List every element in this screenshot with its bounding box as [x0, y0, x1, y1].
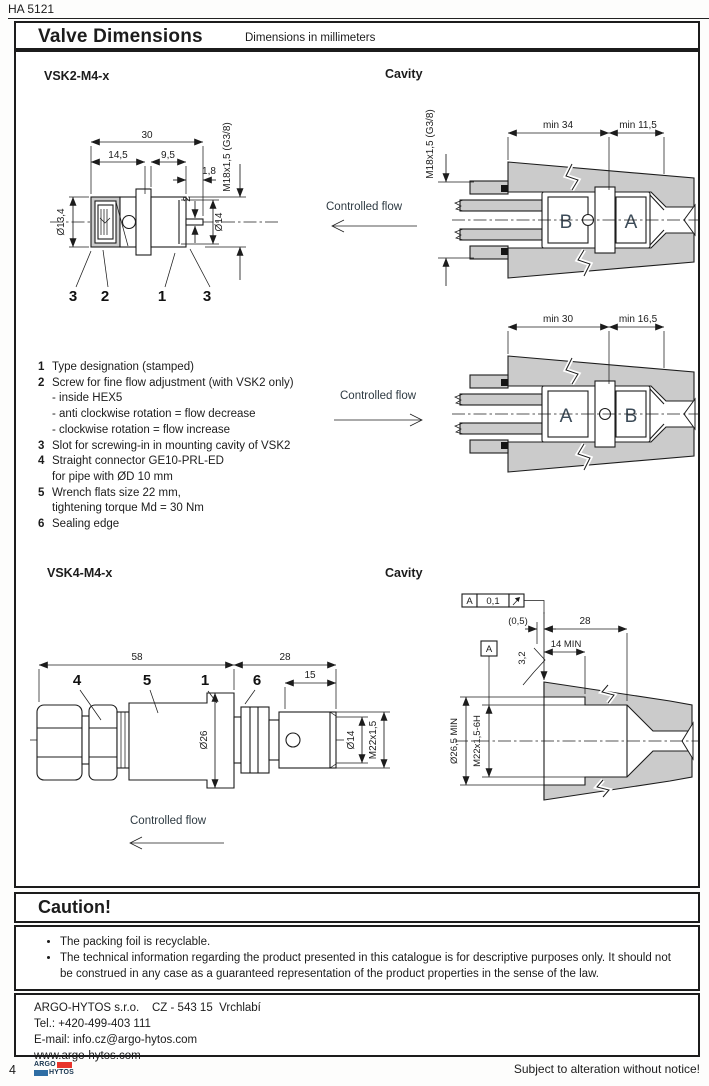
dim-pin-dia: 2	[182, 196, 193, 202]
sealing-edge-bottom	[501, 442, 508, 449]
callout-4: 4	[72, 672, 82, 689]
legend-line: - clockwise rotation = flow increase	[52, 423, 231, 436]
controlled-flow-left	[130, 815, 224, 849]
vsk2-drawing	[32, 102, 317, 312]
port-wall-bottom	[460, 229, 542, 240]
cavity1-label: Cavity	[385, 67, 423, 81]
legend-num: 3	[38, 439, 45, 452]
port-wall-bottom	[460, 423, 542, 434]
argo-hytos-logo	[34, 1061, 74, 1077]
caution-panel	[14, 925, 700, 991]
port-b: B	[624, 406, 638, 427]
dim-thread: M18x1,5 (G3/8)	[222, 122, 233, 192]
header-divider	[8, 18, 709, 19]
callout-1: 1	[157, 288, 167, 305]
legend-line: Type designation (stamped)	[52, 361, 194, 373]
dim-bore-dia: Ø26,5 MIN	[449, 718, 460, 764]
callout-3a: 3	[68, 288, 78, 305]
caution-bullet: • The technical information regarding the product presented in this catalogue is for descriptive purposes only. It should not be construed in any case as a guaranteed representation of the product properties in the sense of the law.	[60, 950, 684, 982]
datum-label: A	[485, 644, 493, 655]
vsk2-model-label: VSK2-M4-x	[44, 69, 110, 83]
legend-item	[38, 376, 338, 439]
connector-body-hex	[89, 705, 117, 780]
legend-item	[38, 486, 338, 517]
dim-stud-length: 28	[279, 652, 291, 663]
dim-thread-length: 15	[304, 670, 316, 681]
dim-body-length: 58	[131, 652, 143, 663]
sealing-edge-top	[501, 379, 508, 386]
contact-address: ARGO-HYTOS s.r.o. CZ - 543 15 Vrchlabí	[34, 1002, 261, 1014]
dim-depth: 28	[579, 616, 591, 627]
legend-item	[38, 517, 338, 533]
controlled-flow-left	[326, 201, 417, 232]
dim-left-length: 14,5	[108, 150, 128, 161]
collar	[136, 189, 151, 255]
dim-thread: M22x1,5-6H	[472, 715, 483, 767]
callout-3b: 3	[202, 288, 212, 305]
contact-panel	[14, 993, 700, 1062]
vsk4-model-label: VSK4-M4-x	[47, 566, 113, 580]
dim-body-dia: Ø26	[199, 730, 210, 750]
dim-total-length: 30	[141, 130, 153, 141]
cavity4-label: Cavity	[385, 566, 423, 580]
roughness-value: 3,2	[517, 651, 528, 665]
caution-header	[14, 892, 700, 923]
wall-top	[544, 682, 692, 731]
callout-2: 2	[100, 288, 110, 305]
cross-hole	[123, 216, 136, 229]
dim-offset: (0,5)	[508, 616, 528, 627]
port-a: A	[559, 406, 573, 427]
connector-nut	[37, 705, 82, 780]
dim-pin-length: 1,8	[202, 166, 216, 177]
port-b: B	[559, 212, 573, 233]
footer-note: Subject to alteration without notice!	[513, 1062, 700, 1076]
port-a: A	[624, 212, 638, 233]
legend-line: tightening torque Md = 30 Nm	[52, 502, 204, 515]
page-number: 4	[9, 1063, 16, 1077]
legend-line: - anti clockwise rotation = flow decrease	[52, 408, 256, 421]
tolerance-datum: A	[466, 596, 473, 607]
roughness-icon	[534, 648, 545, 672]
dim-depth: min 30	[542, 314, 574, 325]
logo-text-argo: ARGO	[34, 1061, 56, 1068]
caution-title: Caution!	[38, 897, 111, 917]
contact-website[interactable]: www.argo-hytos.com	[34, 1050, 141, 1062]
valve-body	[129, 693, 234, 788]
dim-entry: min 11,5	[619, 120, 657, 131]
legend-line: Sealing edge	[52, 518, 120, 531]
cavity4-drawing	[430, 584, 705, 879]
dim-thread: M18x1,5 (G3/8)	[425, 109, 436, 179]
cavity4-body	[455, 682, 700, 800]
legend-line: Screw for fine flow adjustment (with VSK2 only)	[52, 376, 294, 389]
legend-num: 6	[38, 518, 45, 531]
logo-red-block	[57, 1062, 72, 1068]
contact-email: E-mail: info.cz@argo-hytos.com	[34, 1034, 198, 1046]
legend-line: for pipe with ØD 10 mm	[52, 470, 173, 483]
callout-5: 5	[142, 672, 152, 689]
cavity2-body	[452, 356, 698, 472]
cavity1-body	[452, 162, 698, 278]
drawings-panel	[14, 50, 700, 888]
legend-item	[38, 439, 338, 455]
legend-num: 5	[38, 486, 45, 499]
legend-item	[38, 360, 338, 376]
sealing-edge-bottom	[501, 248, 508, 255]
flow-label: Controlled flow	[130, 815, 207, 827]
flow-label: Controlled flow	[326, 201, 403, 213]
vsk2-callouts	[69, 249, 211, 305]
dim-entry: min 16,5	[618, 314, 658, 325]
dim-seat-dia: Ø14	[346, 730, 357, 750]
callout-1: 1	[200, 672, 210, 689]
seal-collar	[241, 707, 269, 773]
logo-text-hytos: HYTOS	[49, 1069, 74, 1076]
cavity1-drawing	[320, 100, 702, 295]
pin	[186, 219, 203, 225]
legend-line: Wrench flats size 22 mm,	[52, 486, 181, 499]
washer-ring	[117, 712, 129, 768]
vsk2-valve-body	[50, 189, 280, 255]
title-bar	[14, 21, 700, 50]
port-wall-top	[460, 200, 542, 211]
legend-num: 1	[38, 361, 45, 373]
cross-hole	[286, 733, 300, 747]
dim-right-length: 9,5	[161, 150, 175, 161]
page-subtitle: Dimensions in millimeters	[245, 32, 376, 44]
document-code: HA 5121	[8, 2, 55, 16]
logo-blue-block	[34, 1070, 48, 1076]
legend-line: Slot for screwing-in in mounting cavity of VSK2	[52, 439, 291, 452]
valve-cylinder	[151, 197, 186, 247]
port-wall-top	[460, 394, 542, 405]
legend	[38, 360, 338, 533]
legend-line: - inside HEX5	[52, 392, 123, 405]
dim-body-dia: Ø13,4	[56, 208, 67, 236]
contact-phone: Tel.: +420-499-403 111	[34, 1018, 151, 1030]
vsk4-drawing	[27, 640, 422, 855]
wall-bottom	[544, 751, 692, 800]
controlled-flow-right	[334, 390, 422, 426]
caution-bullet: • The packing foil is recyclable.	[60, 934, 684, 950]
dim-thread-depth: 14 MIN	[550, 639, 582, 650]
sealing-edge-top	[501, 185, 508, 192]
cavity2-drawing	[320, 302, 702, 487]
legend-line: Straight connector GE10-PRL-ED	[52, 455, 224, 468]
callout-6: 6	[252, 672, 262, 689]
legend-num: 4	[38, 455, 45, 468]
tolerance-frame	[462, 594, 544, 680]
dim-seat-dia: Ø14	[214, 212, 225, 232]
flow-label: Controlled flow	[340, 390, 417, 402]
dim-thread: M22x1,5	[368, 720, 379, 760]
vsk4-valve-body	[30, 693, 345, 788]
tolerance-value: 0,1	[486, 596, 500, 607]
page-title: Valve Dimensions	[38, 26, 203, 47]
legend-item	[38, 454, 338, 485]
dim-depth: min 34	[542, 120, 574, 131]
legend-num: 2	[38, 376, 45, 389]
